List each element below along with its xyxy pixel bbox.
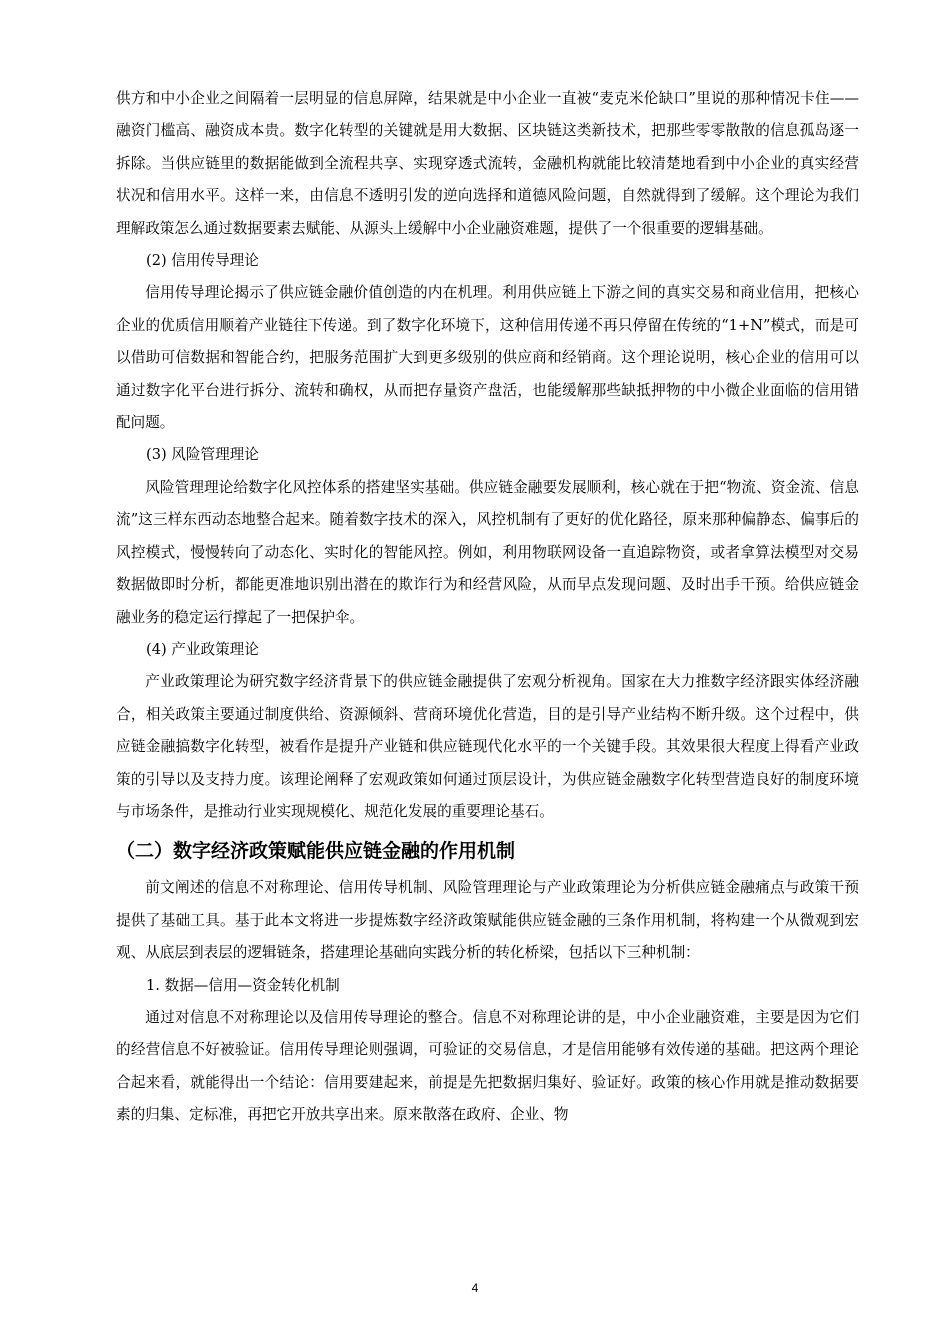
page-body [116, 83, 859, 1132]
paragraph-mechanism-intro: 前文阐述的信息不对称理论、信用传导机制、风险管理理论与产业政策理论为分析供应链金融痛点与政策干预提供了基础工具。基于此本文将进一步提炼数字经济政策赋能供应链金融的三条作用机制，将构建一个从微观到宏观、从底层到表层的逻辑链条，搭建理论基础向实践分析的转化桥梁，包括以下三种机制： [116, 879, 859, 962]
paragraph-risk-management: 风险管理理论给数字化风控体系的搭建坚实基础。供应链金融要发展顺利，核心就在于把“物流、资金流、信息流”这三样东西动态地整合起来。随着数字技术的深入，风控机制有了更好的优化路径，原来那种偏静态、偏事后的风控模式，慢慢转向了动态化、实时化的智能风控。例如，利用物联网设备一直追踪物资，或者拿算法模型对交易数据做即时分析，都能更准地识别出潜在的欺诈行为和经营风险，从而早点发现问题、及时出手干预。给供应链金融业务的稳定运行撑起了一把保护伞。 [116, 478, 859, 626]
paragraph-information-asymmetry: 供方和中小企业之间隔着一层明显的信息屏障，结果就是中小企业一直被“麦克米伦缺口”里说的那种情况卡住——融资门槛高、融资成本贵。数字化转型的关键就是用大数据、区块链这类新技术，把那些零零散散的信息孤岛逐一拆除。当供应链里的数据能做到全流程共享、实现穿透式流转，金融机构就能比较清楚地看到中小企业的真实经营状况和信用水平。这样一来，由信息不透明引发的逆向选择和道德风险问题，自然就得到了缓解。这个理论为我们理解政策怎么通过数据要素去赋能、从源头上缓解中小企业融资难题，提供了一个很重要的逻辑基础。 [116, 90, 859, 237]
subheading-data-credit-capital: 1. 数据—信用—资金转化机制 [146, 976, 340, 994]
subheading-credit-transmission: (2) 信用传导理论 [146, 252, 259, 270]
section-heading: （二）数字经济政策赋能供应链金融的作用机制 [116, 840, 516, 863]
subheading-industrial-policy: (4) 产业政策理论 [146, 640, 259, 658]
paragraph-industrial-policy: 产业政策理论为研究数字经济背景下的供应链金融提供了宏观分析视角。国家在大力推数字经济跟实体经济融合，相关政策主要通过制度供给、资源倾斜、营商环境优化营造，目的是引导产业结构不断升级。这个过程中，供应链金融搞数字化转型，被看作是提升产业链和供应链现代化水平的一个关键手段。其效果很大程度上得看产业政策的引导以及支持力度。该理论阐释了宏观政策如何通过顶层设计，为供应链金融数字化转型营造良好的制度环境与市场条件，是推动行业实现规模化、规范化发展的重要理论基石。 [116, 673, 859, 820]
paragraph-credit-transmission: 信用传导理论揭示了供应链金融价值创造的内在机理。利用供应链上下游之间的真实交易和商业信用，把核心企业的优质信用顺着产业链往下传递。到了数字化环境下，这种信用传递不再只停留在传统的“1+N”模式，而是可以借助可信数据和智能合约，把服务范围扩大到更多级别的供应商和经销商。这个理论说明，核心企业的信用可以通过数字化平台进行拆分、流转和确权，从而把存量资产盘活，也能缓解那些缺抵押物的中小微企业面临的信用错配问题。 [116, 284, 859, 432]
page-number: 4 [471, 1281, 479, 1295]
subheading-risk-management: (3) 风险管理理论 [146, 446, 259, 464]
paragraph-data-credit-capital: 通过对信息不对称理论以及信用传导理论的整合。信息不对称理论讲的是，中小企业融资难，主要是因为它们的经营信息不好被验证。信用传导理论则强调，可验证的交易信息，才是信用能够有效传递的基础。把这两个理论合起来看，就能得出一个结论：信用要建起来，前提是先把数据归集好、验证好。政策的核心作用就是推动数据要素的归集、定标准，再把它开放共享出来。原来散落在政府、企业、物 [116, 1008, 859, 1124]
